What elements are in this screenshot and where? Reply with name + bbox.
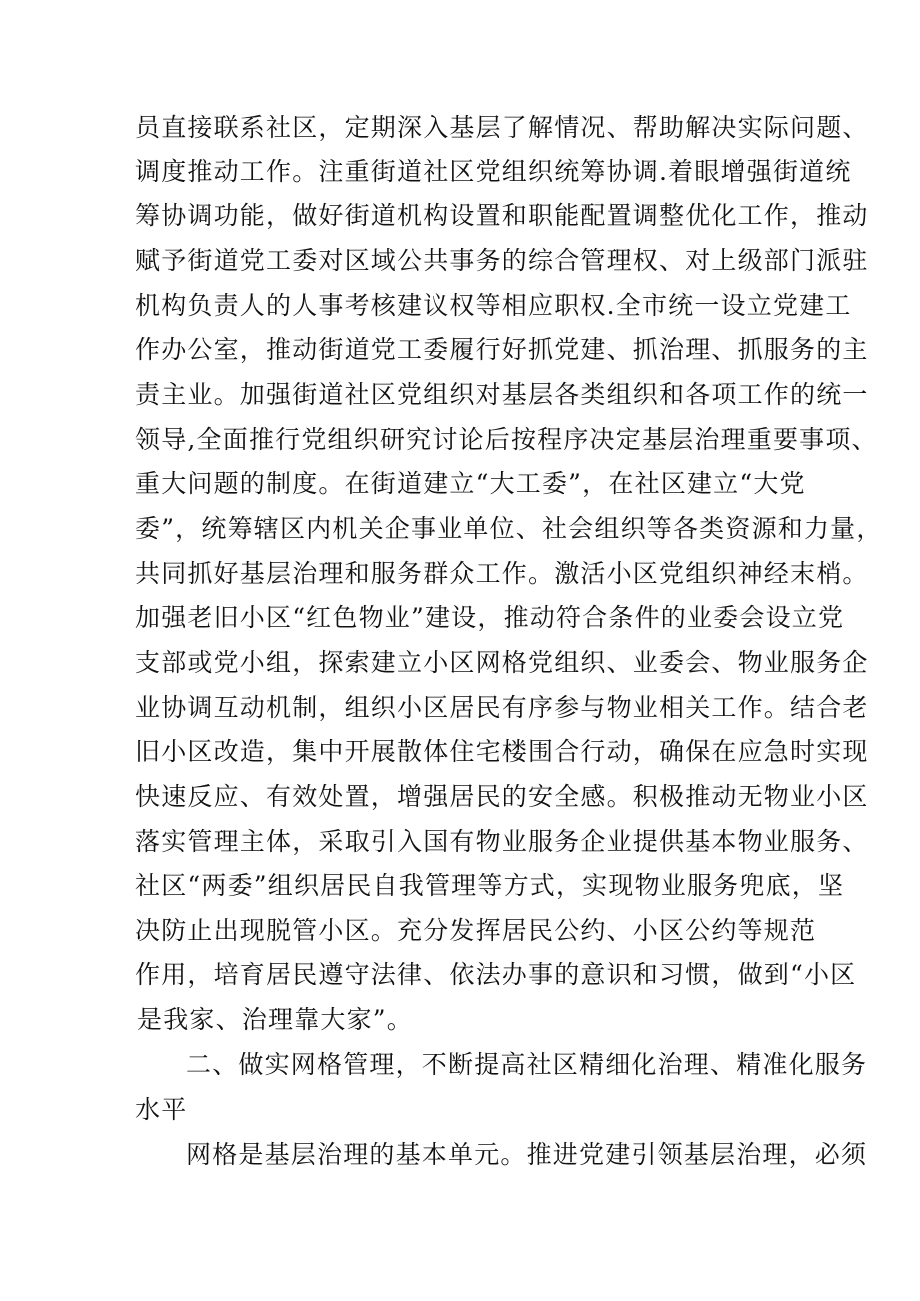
paragraph-line: 调度推动工作。注重街道社区党组织统筹协调.着眼增强街道统: [135, 157, 852, 186]
paragraph-line: 领导,全面推行党组织研究讨论后按程序决定基层治理重要事项、: [135, 425, 878, 454]
paragraph-line: 支部或党小组，探索建立小区网格党组织、业委会、物业服务企: [135, 648, 869, 677]
paragraph-line: 加强老旧小区“红色物业”建设，推动符合条件的业委会设立党: [135, 603, 845, 632]
paragraph-line: 责主业。加强街道社区党组织对基层各类组织和各项工作的统一: [135, 380, 869, 409]
paragraph-line: 委”，统筹辖区内机关企事业单位、社会组织等各类资源和力量，: [135, 514, 883, 543]
paragraph-line: 重大问题的制度。在街道建立“大工委”，在社区建立“大党: [135, 469, 806, 498]
paragraph-line: 作用，培育居民遵守法律、依法办事的意识和习惯，做到“小区: [135, 960, 857, 989]
section-heading-line: 水平: [135, 1095, 188, 1124]
paragraph-line: 员直接联系社区，定期深入基层了解情况、帮助解决实际问题、: [135, 113, 869, 142]
paragraph-line: 赋予街道党工委对区域公共事务的综合管理权、对上级部门派驻: [135, 246, 869, 275]
paragraph-line: 落实管理主体，采取引入国有物业服务企业提供基本物业服务、: [135, 827, 869, 856]
paragraph-line: 是我家、治理靠大家”。: [137, 1005, 413, 1034]
paragraph-line: 决防止出现脱管小区。充分发挥居民公约、小区公约等规范: [135, 916, 817, 945]
paragraph-line: 机构负责人的人事考核建议权等相应职权.全市统一设立党建工: [135, 291, 852, 320]
paragraph-line: 快速反应、有效处置，增强居民的安全感。积极推动无物业小区: [135, 782, 869, 811]
paragraph-line: 社区“两委”组织居民自我管理等方式，实现物业服务兜底，坚: [135, 871, 845, 900]
section-heading-line: 二、做实网格管理，不断提高社区精细化治理、精准化服务: [186, 1050, 868, 1079]
paragraph-line: 网格是基层治理的基本单元。推进党建引领基层治理，必须: [186, 1140, 868, 1169]
paragraph-line: 共同抓好基层治理和服务群众工作。激活小区党组织神经末梢。: [135, 559, 869, 588]
paragraph-line: 业协调互动机制，组织小区居民有序参与物业相关工作。结合老: [135, 693, 869, 722]
paragraph-line: 筹协调功能，做好街道机构设置和职能配置调整优化工作，推动: [135, 201, 869, 230]
paragraph-line: 作办公室，推动街道党工委履行好抓党建、抓治理、抓服务的主: [135, 335, 869, 364]
paragraph-line: 旧小区改造，集中开展散体住宅楼围合行动，确保在应急时实现: [135, 737, 869, 766]
